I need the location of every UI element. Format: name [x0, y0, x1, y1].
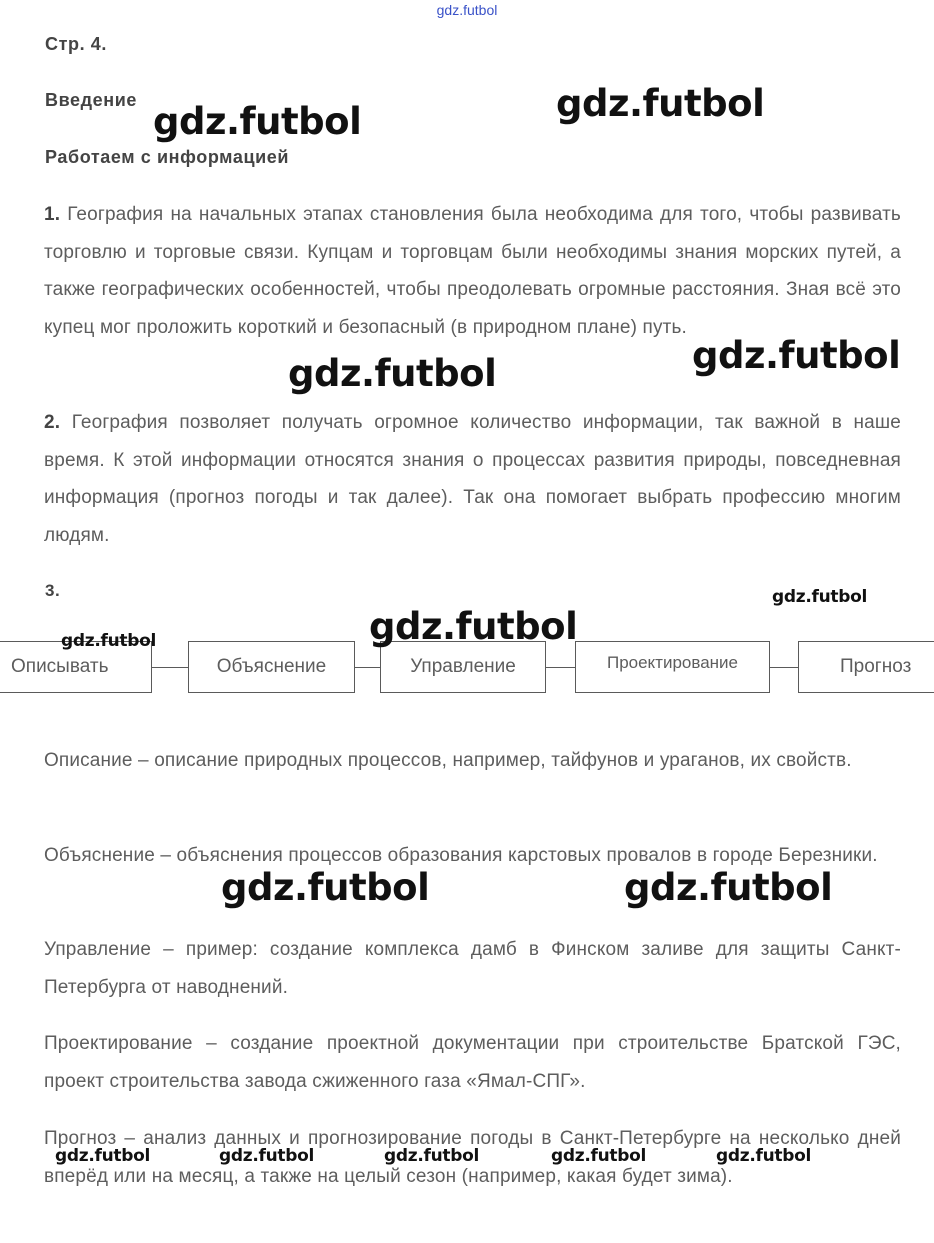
answer-1-number: 1. [44, 204, 61, 225]
answer-2-text: География позволяет получать огромное количество информации, так важной в наше время. К этой информации относятся знания о процессах развития природы, повседневная информация (прогноз погоды и так далее). Так она помогает выбрать профессию многим людям. [44, 412, 902, 546]
watermark: gdz.futbol [61, 631, 156, 651]
watermark: gdz.futbol [624, 866, 833, 909]
answer-1 [44, 196, 901, 346]
connector-line [545, 667, 576, 668]
diagram-box-manage: Управление [380, 641, 546, 693]
watermark: gdz.futbol [369, 605, 578, 648]
diagram-box-design: Проектирование [575, 641, 770, 693]
watermark: gdz.futbol [153, 100, 362, 143]
site-link[interactable]: gdz.futbol [436, 2, 498, 18]
definition-forecast: Прогноз – анализ данных и прогнозирование погоды в Санкт-Петербурге на несколько дней вперёд или на месяц, а также на целый сезон (например, какая будет зима). [44, 1128, 901, 1187]
connector-line [151, 667, 189, 668]
watermark: gdz.futbol [55, 1146, 150, 1166]
diagram-box-explain: Объяснение [188, 641, 355, 693]
diagram-box-forecast: Прогноз [798, 641, 934, 693]
answer-1-text: География на начальных этапах становления была необходима для того, чтобы развивать торговлю и торговые связи. Купцам и торговцам были необходимы знания морских путей, а также географических особенностей, чтобы преодолевать огромные расстояния. Зная всё это купец мог проложить короткий и безопасный (в природном плане) путь. [44, 204, 901, 338]
connector-line [354, 667, 381, 668]
answer-2-number: 2. [44, 412, 61, 433]
section-title: Введение [45, 90, 138, 110]
connector-line [769, 667, 799, 668]
watermark: gdz.futbol [772, 587, 867, 607]
definition-management: Управление – пример: создание комплекса дамб в Финском заливе для защиты Санкт-Петербурга от наводнений. [44, 939, 901, 998]
definition-description: Описание – описание природных процессов, например, тайфунов и ураганов, их свойств. [44, 750, 852, 771]
watermark: gdz.futbol [556, 82, 765, 125]
definition-design: Проектирование – создание проектной документации при строительстве Братской ГЭС, проект строительства завода сжиженного газа «Ямал-СПГ». [44, 1033, 901, 1092]
section-subtitle: Работаем с информацией [45, 147, 290, 167]
answer-2 [44, 404, 901, 554]
watermark: gdz.futbol [219, 1146, 314, 1166]
diagram-box-describe: Описывать [0, 641, 152, 693]
watermark: gdz.futbol [692, 334, 901, 377]
watermark: gdz.futbol [221, 866, 430, 909]
watermark: gdz.futbol [551, 1146, 646, 1166]
watermark: gdz.futbol [384, 1146, 479, 1166]
answer-3-number: 3. [45, 581, 61, 600]
definition-explanation: Объяснение – объяснения процессов образования карстовых провалов в городе Березники. [44, 845, 878, 866]
page-reference: Стр. 4. [45, 34, 108, 54]
watermark: gdz.futbol [288, 352, 497, 395]
watermark: gdz.futbol [716, 1146, 811, 1166]
